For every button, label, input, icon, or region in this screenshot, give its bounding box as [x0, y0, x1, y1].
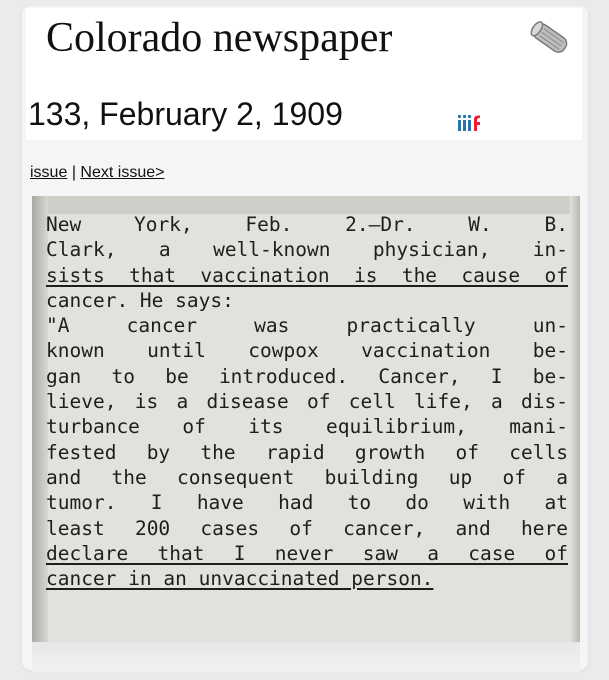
rolled-newspaper-icon: [526, 18, 574, 58]
article-line: tumor. I have had to do with at: [46, 491, 568, 515]
article-line: cancer. He says:: [46, 288, 234, 312]
article-line: least 200 cases of cancer, and here: [46, 516, 568, 540]
page-header: [26, 8, 582, 140]
article-line: lieve, is a disease of cell life, a dis-: [46, 390, 568, 414]
article-line: Clark, a well-known physician, in-: [46, 238, 568, 262]
card-bottom: [32, 642, 580, 672]
clipping-right-shadow: [570, 196, 580, 642]
issue-navigation: [30, 164, 164, 182]
article-line: "A cancer was practically un-: [46, 314, 568, 338]
newspaper-clipping: [32, 196, 580, 642]
article-line: fested by the rapid growth of cells: [46, 440, 568, 464]
article-line: known until cowpox vaccination be-: [46, 339, 568, 363]
next-issue-link[interactable]: Next issue>: [80, 164, 165, 181]
article-line: turbance of its equilibrium, mani-: [46, 415, 568, 439]
issue-number-date: 133, February 2, 1909: [28, 96, 343, 132]
article-line: gan to be introduced. Cancer, I be-: [46, 364, 568, 388]
article-text: [46, 212, 568, 591]
previous-issue-link[interactable]: issue: [30, 164, 68, 181]
site-title: Colorado newspaper: [46, 15, 393, 61]
article-line-underlined: sists that vaccination is the cause of: [46, 263, 568, 287]
article-line: and the consequent building up of a: [46, 465, 568, 489]
article-line: New York, Feb. 2.—Dr. W. B.: [46, 213, 568, 236]
nav-separator: |: [71, 164, 76, 181]
article-line-underlined: cancer in an unvaccinated person.: [46, 567, 434, 591]
article-line-underlined: declare that I never saw a case of: [46, 541, 568, 565]
iiif-logo-icon[interactable]: [456, 114, 486, 132]
